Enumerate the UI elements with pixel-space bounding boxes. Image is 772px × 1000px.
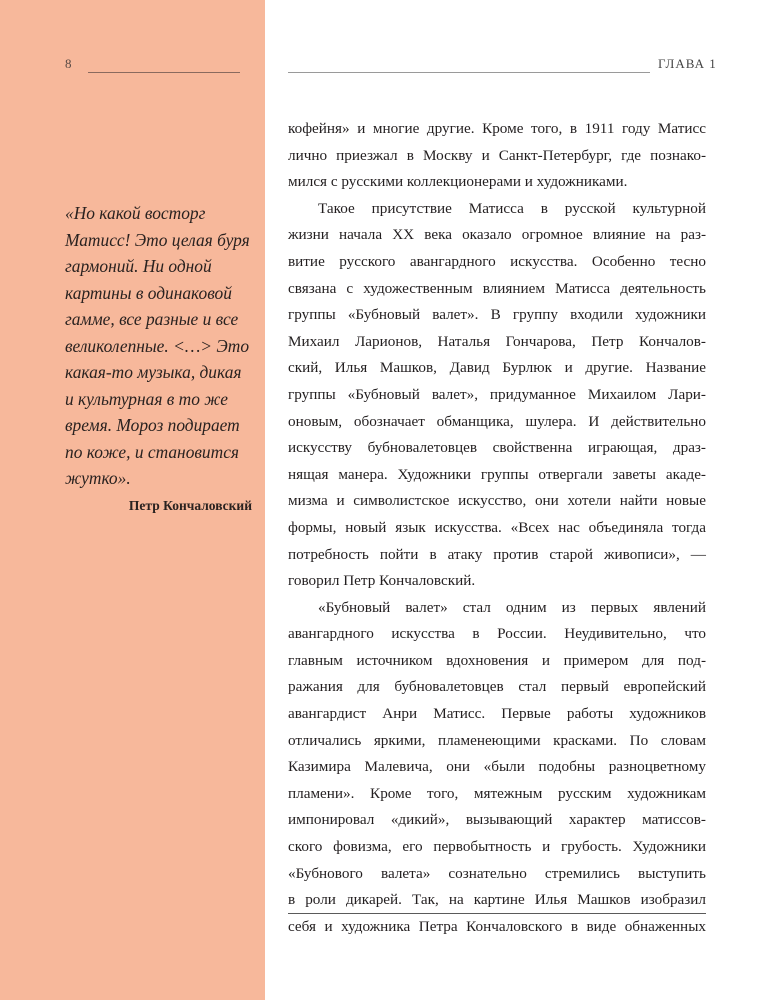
body-line: себя и художника Петра Кончаловского в виде обнаженных	[288, 917, 706, 935]
quote-line: какая-то музыка, дикая	[65, 362, 242, 382]
body-line: кофейня» и многие другие. Кроме того, в 1911 году Матисс	[288, 120, 706, 137]
header-rule	[288, 72, 650, 73]
body-line: связана с художественным влиянием Матисса деятельность	[288, 279, 706, 297]
body-line: ского фовизма, его первобытность и грубость. Художники	[288, 838, 706, 856]
quote-line: картины в одинаковой	[65, 282, 232, 303]
body-line: Михаил Ларионов, Наталья Гончарова, Петр Кончалов-	[288, 332, 706, 350]
quote-line: гамме, все разные и все	[65, 309, 239, 329]
body-line: мился с русскими коллекционерами и художниками.	[288, 173, 628, 191]
body-line: лично приезжал в Москву и Санкт-Петербург, где познако-	[288, 146, 706, 164]
quote-line: время. Мороз подирает	[65, 415, 240, 435]
body-line: нящая манера. Художники группы отвергали заветы акаде-	[288, 465, 706, 483]
quote-line: по коже, и становится	[65, 441, 239, 462]
quote-line: жутко».	[65, 468, 131, 488]
body-line: «Бубновый валет» стал одним из первых явлений	[318, 598, 706, 616]
body-line: ражания для бубновалетовцев стал первый европейский	[288, 678, 706, 696]
body-line: группы «Бубновый валет», придуманное Михаилом Лари-	[288, 385, 706, 403]
sidebar-header-rule	[88, 72, 240, 73]
body-line: группы «Бубновый валет». В группу входили художники	[288, 306, 706, 324]
quote-author: Петр Кончаловский	[128, 498, 252, 513]
body-line: Такое присутствие Матисса в русской культурной	[318, 199, 706, 217]
body-line: авангардист Анри Матисс. Первые работы художников	[288, 705, 706, 723]
quote-line: гармоний. Ни одной	[65, 256, 212, 276]
body-line: оновым, обозначает обманщика, шулера. И действительно	[288, 412, 706, 430]
body-line: потребность пойти в атаку против старой живописи», —	[288, 545, 706, 563]
body-line: говорил Петр Кончаловский.	[288, 572, 476, 590]
sidebar-quote	[65, 200, 260, 492]
quote-line: и культурная в то же	[65, 388, 228, 409]
body-line: ский, Илья Машков, Давид Бурлюк и другие. Название	[288, 359, 706, 377]
body-line: Казимира Малевича, они «были подобны разноцветному	[288, 758, 706, 776]
body-line: отличались яркими, пламенеющими красками. По словам	[288, 731, 706, 749]
page-number: 8	[65, 56, 72, 71]
body-text	[288, 116, 706, 940]
body-line: формы, новый язык искусства. «Всех нас объединяла тогда	[288, 518, 706, 536]
body-line: импонировал «дикий», вызывающий характер матиссов-	[288, 811, 706, 829]
body-line: пламени». Кроме того, мятежным русским художникам	[288, 784, 706, 802]
body-line: витие русского авангардного искусства. Особенно тесно	[288, 252, 706, 270]
quote-line: великолепные. <…> Это	[65, 335, 250, 356]
chapter-label: ГЛАВА 1	[658, 56, 717, 71]
body-line: главным источником вдохновения и примером для под-	[288, 651, 706, 669]
body-line: «Бубнового валета» сознательно стремились выступить	[288, 864, 706, 882]
body-line: жизни начала XX века оказало огромное влияние на раз-	[288, 226, 706, 244]
quote-line: Матисс! Это целая буря	[65, 229, 250, 250]
body-line: авангардного искусства в России. Неудивительно, что	[288, 625, 706, 643]
quote-line: «Но какой восторг	[65, 203, 206, 223]
body-line: искусству бубновалетовцев свойственна играющая, драз-	[288, 439, 706, 457]
body-line: в роли дикарей. Так, на картине Илья Машков изобразил	[288, 891, 706, 909]
body-line: мизма и символистское искусство, они хотели найти новые	[288, 492, 706, 510]
footer-rule	[288, 913, 706, 914]
